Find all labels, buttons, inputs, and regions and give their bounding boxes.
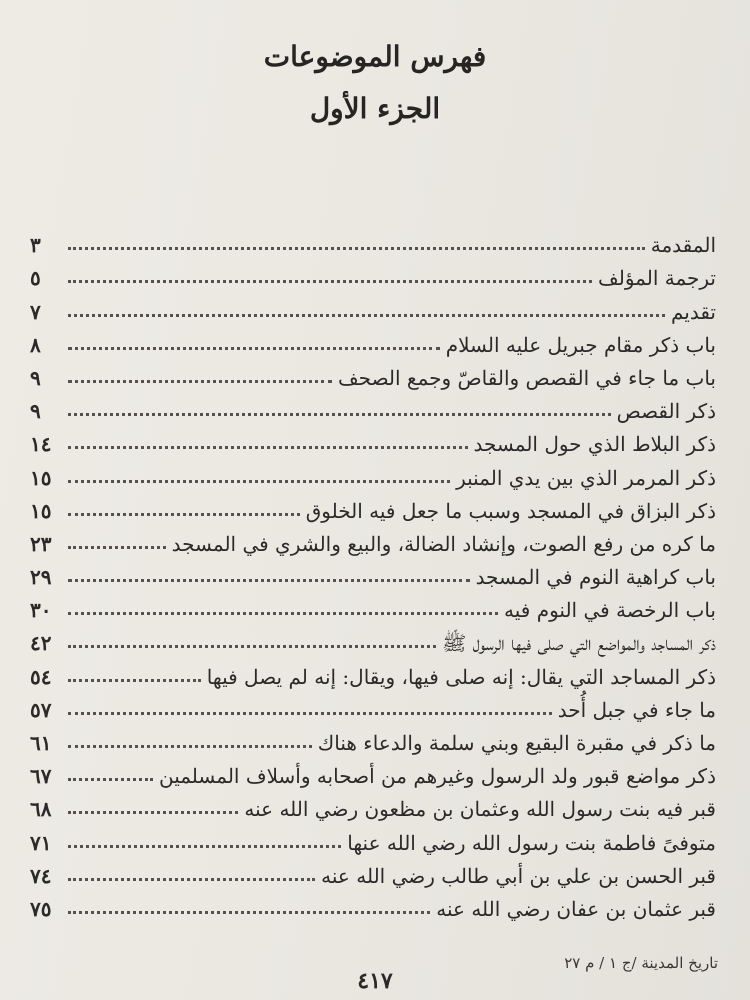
toc-entry-page: ٣٠ <box>30 598 52 623</box>
toc-entry <box>30 722 716 755</box>
toc-entry-page: ٣ <box>30 233 41 258</box>
toc-entry-page: ٥٤ <box>30 664 52 689</box>
toc-entry-page: ٩ <box>30 399 41 424</box>
toc-entry <box>30 655 716 688</box>
toc-entry <box>30 755 716 788</box>
dot-leader <box>68 645 436 648</box>
page-number: ٤١٧ <box>357 968 393 994</box>
toc-entry-title: ما جاء في جبل أُحد <box>557 697 716 722</box>
dot-leader <box>68 745 312 748</box>
toc-entry <box>30 523 716 556</box>
toc-entry-title: قبر عثمان بن عفان رضي الله عنه <box>436 896 716 921</box>
toc-entry-title: ذكر المساجد والمواضع التي صلى فيها الرسول ﷺ <box>442 631 716 656</box>
toc-entry-title: ذكر مواضع قبور ولد الرسول وغيرهم من أصحابه وأسلاف المسلمين <box>158 764 716 789</box>
toc-entry-page: ٧١ <box>30 830 52 855</box>
toc-entry-title: باب الرخصة في النوم فيه <box>504 598 716 623</box>
toc-entry <box>30 589 716 622</box>
toc-entry-title: ما كره من رفع الصوت، وإنشاد الضالة، والبيع والشري في المسجد <box>171 531 716 556</box>
toc-entry-page: ٩ <box>30 365 41 390</box>
dot-leader <box>68 811 238 814</box>
dot-leader <box>68 546 166 549</box>
dot-leader <box>68 380 332 383</box>
toc-entry <box>30 855 716 888</box>
dot-leader <box>68 347 440 350</box>
toc-entry <box>30 888 716 921</box>
toc-entry-page: ٦٨ <box>30 797 52 822</box>
page-title: فهرس الموضوعات <box>263 40 487 73</box>
toc-entry <box>30 324 716 357</box>
dot-leader <box>68 314 665 317</box>
toc-entry-title: ذكر البلاط الذي حول المسجد <box>473 432 716 457</box>
toc-entry <box>30 689 716 722</box>
toc-entry-page: ١٥ <box>30 465 52 490</box>
toc-entry <box>30 357 716 390</box>
toc-entry <box>30 423 716 456</box>
toc-entry-page: ٥ <box>30 266 41 291</box>
toc-entry <box>30 390 716 423</box>
toc-entry-title: ما ذكر في مقبرة البقيع وبني سلمة والدعاء هناك <box>317 731 716 755</box>
dot-leader <box>68 679 201 682</box>
dot-leader <box>68 845 341 848</box>
toc-entry-page: ٨ <box>30 332 41 357</box>
dot-leader <box>68 612 498 615</box>
toc-entry-page: ٦١ <box>30 731 52 755</box>
toc-entry <box>30 821 716 854</box>
toc-entry-title: المقدمة <box>650 233 716 258</box>
toc-entry-title: ترجمة المؤلف <box>598 266 716 291</box>
toc-entry <box>30 556 716 589</box>
dot-leader <box>68 778 153 781</box>
toc-entry <box>30 224 716 257</box>
toc-entry-title: باب ذكر مقام جبريل عليه السلام <box>445 332 716 357</box>
toc-entry-title: ذكر البزاق في المسجد وسبب ما جعل فيه الخلوق <box>305 498 716 523</box>
toc-entry <box>30 290 716 323</box>
toc-entry <box>30 788 716 821</box>
table-of-contents <box>30 224 716 921</box>
footer-signature-note: تاريخ المدينة /ج ١ / م ٢٧ <box>564 954 718 972</box>
toc-entry <box>30 490 716 523</box>
toc-entry-title: ذكر المرمر الذي بين يدي المنبر <box>456 465 716 490</box>
toc-entry-page: ٧٥ <box>30 896 52 921</box>
dot-leader <box>68 579 470 582</box>
toc-entry-page: ٧ <box>30 299 41 324</box>
toc-entry-page: ٥٧ <box>30 697 52 722</box>
toc-entry-page: ٦٧ <box>30 764 52 789</box>
dot-leader <box>68 446 468 449</box>
dot-leader <box>68 712 552 715</box>
dot-leader <box>68 280 592 283</box>
toc-entry-page: ٢٩ <box>30 565 52 590</box>
toc-entry <box>30 456 716 489</box>
dot-leader <box>68 513 300 516</box>
toc-entry <box>30 257 716 290</box>
dot-leader <box>68 878 315 881</box>
toc-entry-title: قبر فيه بنت رسول الله وعثمان بن مظعون رضي الله عنه <box>244 797 716 822</box>
toc-entry-page: ١٥ <box>30 498 52 523</box>
dot-leader <box>68 413 611 416</box>
toc-entry-title: باب كراهية النوم في المسجد <box>475 565 716 590</box>
toc-entry-title: تقديم <box>670 299 716 324</box>
dot-leader <box>68 911 430 914</box>
toc-entry-title: قبر الحسن بن علي بن أبي طالب رضي الله عنه <box>321 863 716 888</box>
toc-entry-title: متوفىً فاطمة بنت رسول الله رضي الله عنها <box>347 830 716 855</box>
toc-entry-page: ٤٢ <box>30 631 52 656</box>
toc-entry-page: ٢٣ <box>30 531 52 556</box>
dot-leader <box>68 247 645 250</box>
toc-entry-title: باب ما جاء في القصص والقاصّ وجمع الصحف <box>337 365 716 390</box>
toc-entry <box>30 622 716 655</box>
toc-entry-title: ذكر المساجد التي يقال: إنه صلى فيها، ويقال: إنه لم يصل فيها <box>206 664 716 689</box>
dot-leader <box>68 480 450 483</box>
toc-entry-page: ١٤ <box>30 432 52 457</box>
toc-entry-title: ذكر القصص <box>616 399 716 424</box>
page-subtitle: الجزء الأول <box>309 92 441 125</box>
toc-entry-page: ٧٤ <box>30 863 52 888</box>
